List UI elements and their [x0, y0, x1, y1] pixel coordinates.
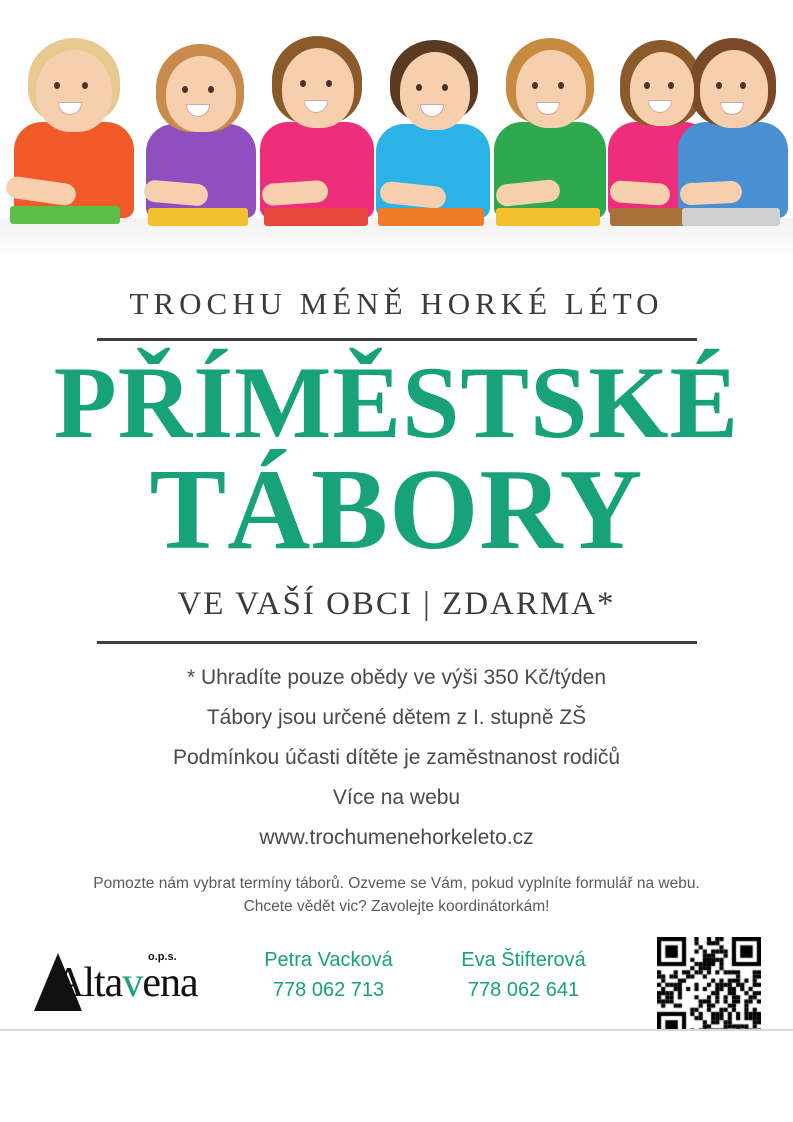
logo-word-part2: v — [122, 959, 143, 1006]
child-book — [682, 208, 780, 226]
child-head — [36, 50, 112, 132]
child-shirt — [14, 122, 134, 218]
contact-item — [461, 945, 586, 1005]
photo-child-1 — [6, 10, 136, 250]
headline-line-1: PŘÍMĚSTSKÉ — [53, 346, 740, 460]
child-head — [700, 50, 768, 128]
child-head — [282, 48, 354, 128]
page-bottom-bar — [0, 1029, 793, 1057]
child-head — [166, 56, 236, 132]
child-book — [496, 208, 600, 226]
photo-child-4 — [372, 10, 494, 250]
body-line-4: Více na webu — [332, 786, 461, 810]
child-book — [148, 208, 248, 226]
contact-phone[interactable]: 778 062 641 — [467, 978, 580, 1001]
logo-wordmark — [54, 959, 198, 1007]
note-line-1: Pomozte nám vybrat termíny táborů. Ozveme se Vám, pokud vyplníte formulář na webu. — [93, 875, 700, 893]
child-book — [264, 208, 368, 226]
photo-child-5 — [490, 10, 610, 250]
contact-name: Eva Štifterová — [461, 948, 586, 971]
poster-body — [0, 666, 793, 850]
headline-line-2: TÁBORY — [149, 445, 644, 573]
contact-list — [230, 945, 620, 1005]
poster-headline — [0, 346, 793, 573]
contact-item — [264, 945, 393, 1005]
logo-word-part3: ena — [142, 959, 198, 1006]
poster-subhead: VE VAŠÍ OBCI | ZDARMA* — [177, 586, 616, 623]
contact-name: Petra Vacková — [264, 948, 393, 971]
child-book — [10, 206, 120, 224]
child-head — [630, 52, 694, 126]
note-line-2: Chcete vědět vic? Zavolejte koordinátorkám! — [243, 898, 550, 916]
divider-top — [97, 338, 697, 341]
poster-note — [0, 872, 793, 919]
hero-photo — [0, 0, 793, 258]
body-line-1: * Uhradíte pouze obědy ve výši 350 Kč/týden — [186, 666, 607, 690]
poster-eyebrow: TROCHU MÉNĚ HORKÉ LÉTO — [129, 286, 664, 321]
child-book — [378, 208, 484, 226]
body-line-2: Tábory jsou určené dětem z I. stupně ZŠ — [206, 706, 587, 730]
photo-child-7 — [672, 10, 792, 250]
photo-child-2 — [140, 10, 260, 250]
qr-code-icon[interactable] — [657, 937, 761, 1041]
logo-suffix: o.p.s. — [148, 950, 177, 963]
divider-bottom — [97, 641, 697, 644]
photo-child-3 — [256, 10, 378, 250]
child-head — [400, 52, 470, 130]
body-line-3: Podmínkou účasti dítěte je zaměstnanost rodičů — [172, 746, 621, 770]
logo-word-part1: Alta — [54, 959, 123, 1006]
contact-phone[interactable]: 778 062 713 — [272, 978, 385, 1001]
child-head — [516, 50, 586, 128]
altavena-logo — [28, 947, 213, 1017]
poster-content — [0, 286, 793, 1057]
website-link[interactable]: www.trochumenehorkeleto.cz — [259, 826, 534, 850]
